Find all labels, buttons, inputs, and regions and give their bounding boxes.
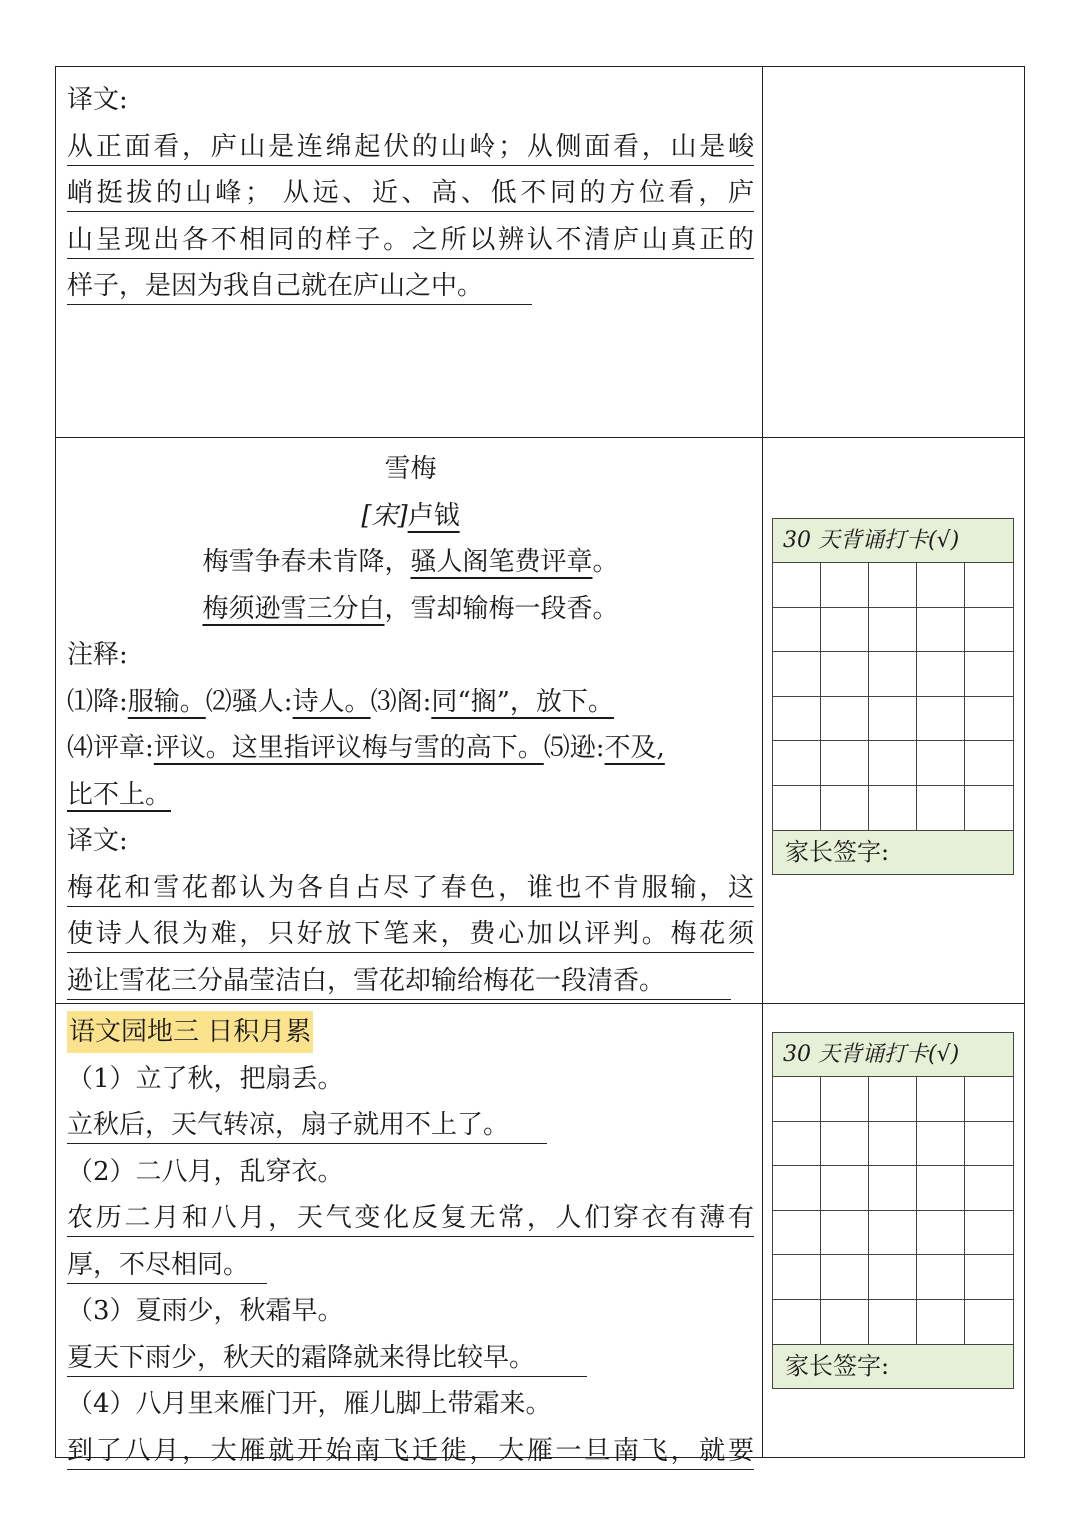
translation-line: 峭挺拔的山峰； 从远、近、高、低不同的方位看，庐 bbox=[67, 170, 754, 212]
translation-heading: 译文: bbox=[67, 826, 128, 856]
checkin-cell[interactable] bbox=[773, 1077, 821, 1122]
checkin-cell[interactable] bbox=[917, 1122, 965, 1167]
checkin-cell[interactable] bbox=[773, 1122, 821, 1167]
poem-verse-1 bbox=[67, 539, 754, 586]
checkin-cell[interactable] bbox=[917, 1211, 965, 1256]
note-term: ⑸逊: bbox=[543, 733, 605, 763]
note-def: 评议。这里指评议梅与雪的高下。 bbox=[153, 733, 544, 763]
checkin-cell[interactable] bbox=[917, 697, 965, 742]
row-lushan-translation bbox=[56, 67, 1024, 438]
checkin-cell[interactable] bbox=[821, 608, 869, 653]
note-term: ⑴降: bbox=[67, 686, 128, 717]
checkin-cell[interactable] bbox=[821, 563, 869, 608]
checkin-cell[interactable] bbox=[917, 1300, 965, 1345]
note-term: ⑵骚人: bbox=[205, 686, 293, 717]
xuemei-poem-block bbox=[67, 446, 754, 1004]
verse-text: 梅雪争春未肯降， bbox=[202, 547, 411, 577]
checkin-cell[interactable] bbox=[917, 652, 965, 697]
checkin-cell[interactable] bbox=[869, 697, 917, 742]
checkin-cell[interactable] bbox=[869, 741, 917, 786]
checkin-cell[interactable] bbox=[821, 1122, 869, 1167]
translation-line: 使诗人很为难，只好放下笔来，费心加以评判。梅花须 bbox=[67, 911, 754, 953]
checkin-cell[interactable] bbox=[773, 652, 821, 697]
checkin-cell[interactable] bbox=[869, 652, 917, 697]
checkin-cell[interactable] bbox=[773, 1300, 821, 1345]
checkin-cell[interactable] bbox=[917, 786, 965, 831]
checkin-cell[interactable] bbox=[821, 1166, 869, 1211]
checkin-cell[interactable] bbox=[965, 741, 1013, 786]
checkin-cell[interactable] bbox=[773, 563, 821, 608]
checkin-grid bbox=[773, 1077, 1013, 1345]
proverb-explanation: 到了八月，大雁就开始南飞迁徙，大雁一旦南飞，就要 bbox=[67, 1428, 754, 1470]
lushan-translation-block bbox=[67, 77, 754, 310]
checkin-cell[interactable] bbox=[965, 1166, 1013, 1211]
checkin-cell[interactable] bbox=[773, 697, 821, 742]
checkin-cell[interactable] bbox=[773, 1255, 821, 1300]
checkin-cell[interactable] bbox=[821, 1211, 869, 1256]
checkin-cell[interactable] bbox=[869, 563, 917, 608]
checkin-cell[interactable] bbox=[965, 563, 1013, 608]
checkin-cell[interactable] bbox=[965, 652, 1013, 697]
translation-heading: 译文: bbox=[67, 85, 128, 115]
verse-text-underlined: 骚人阁笔费评章 bbox=[410, 547, 593, 577]
riji-yuelei-block bbox=[67, 1009, 754, 1474]
checkin-cell[interactable] bbox=[917, 563, 965, 608]
note-term: ⑷评章: bbox=[67, 733, 154, 763]
note-term: ⑶阁: bbox=[370, 686, 432, 717]
verse-text: 。 bbox=[592, 547, 619, 577]
note-def: 不及, bbox=[604, 733, 665, 763]
checkin-cell[interactable] bbox=[869, 1300, 917, 1345]
checkin-card bbox=[772, 518, 1014, 875]
poem-verse-2 bbox=[67, 586, 754, 633]
checkin-title: 30 天背诵打卡(√) bbox=[773, 1033, 1013, 1077]
checkin-cell[interactable] bbox=[773, 741, 821, 786]
checkin-card bbox=[772, 1032, 1014, 1389]
poem-author bbox=[67, 493, 754, 540]
checkin-cell[interactable] bbox=[917, 1255, 965, 1300]
proverb: （4）八月里来雁门开，雁儿脚上带霜来。 bbox=[67, 1389, 552, 1419]
translation-line: 从正面看，庐山是连绵起伏的山岭；从侧面看，山是峻 bbox=[67, 124, 754, 166]
note-def: 诗人。 bbox=[292, 686, 371, 717]
checkin-cell[interactable] bbox=[869, 1166, 917, 1211]
checkin-cell[interactable] bbox=[965, 1300, 1013, 1345]
parent-signature-label: 家长签字: bbox=[773, 831, 1013, 874]
checkin-cell[interactable] bbox=[869, 1077, 917, 1122]
note-def: 比不上。 bbox=[67, 779, 172, 810]
checkin-cell[interactable] bbox=[773, 1166, 821, 1211]
checkin-cell[interactable] bbox=[965, 786, 1013, 831]
row-riji-yuelei bbox=[56, 1004, 1024, 1466]
checkin-cell[interactable] bbox=[773, 786, 821, 831]
proverb: （3）夏雨少，秋霜早。 bbox=[67, 1296, 344, 1326]
checkin-cell[interactable] bbox=[821, 697, 869, 742]
checkin-cell[interactable] bbox=[869, 608, 917, 653]
checkin-cell[interactable] bbox=[821, 1255, 869, 1300]
note-line bbox=[67, 679, 754, 726]
translation-line: 样子，是因为我自己就在庐山之中。 bbox=[67, 263, 532, 305]
note-line bbox=[67, 772, 754, 819]
section-heading: 语文园地三 日积月累 bbox=[67, 1011, 313, 1053]
note-def: 同“搁”，放下。 bbox=[431, 686, 614, 717]
author-name: 卢钺 bbox=[407, 500, 460, 531]
parent-signature-label: 家长签字: bbox=[773, 1345, 1013, 1388]
proverb-explanation: 立秋后，天气转凉，扇子就用不上了。 bbox=[67, 1102, 547, 1144]
translation-line: 梅花和雪花都认为各自占尽了春色，谁也不肯服输，这 bbox=[67, 865, 754, 907]
checkin-cell[interactable] bbox=[869, 1122, 917, 1167]
checkin-grid bbox=[773, 563, 1013, 831]
checkin-cell[interactable] bbox=[917, 1166, 965, 1211]
translation-line: 逊让雪花三分晶莹洁白，雪花却输给梅花一段清香。 bbox=[67, 958, 731, 1000]
author-dynasty: [宋] bbox=[361, 500, 408, 531]
checkin-cell[interactable] bbox=[965, 1255, 1013, 1300]
checkin-cell[interactable] bbox=[965, 1211, 1013, 1256]
proverb-explanation: 厚，不尽相同。 bbox=[67, 1242, 267, 1284]
proverb-explanation: 农历二月和八月，天气变化反复无常，人们穿衣有薄有 bbox=[67, 1195, 754, 1237]
checkin-cell[interactable] bbox=[965, 697, 1013, 742]
checkin-cell[interactable] bbox=[965, 608, 1013, 653]
checkin-cell[interactable] bbox=[965, 1122, 1013, 1167]
verse-text-underlined: 梅须逊雪三分白 bbox=[202, 593, 385, 624]
checkin-cell[interactable] bbox=[821, 786, 869, 831]
notes-heading: 注释: bbox=[67, 640, 128, 670]
checkin-cell[interactable] bbox=[869, 1255, 917, 1300]
checkin-cell[interactable] bbox=[917, 608, 965, 653]
worksheet-table bbox=[55, 66, 1025, 1466]
proverb: （1）立了秋，把扇丢。 bbox=[67, 1063, 344, 1094]
translation-line: 山呈现出各不相同的样子。之所以辨认不清庐山真正的 bbox=[67, 217, 754, 259]
checkin-cell[interactable] bbox=[773, 608, 821, 653]
checkin-cell[interactable] bbox=[821, 1300, 869, 1345]
checkin-cell[interactable] bbox=[821, 741, 869, 786]
note-def: 服输。 bbox=[127, 686, 206, 717]
checkin-cell[interactable] bbox=[869, 786, 917, 831]
checkin-cell[interactable] bbox=[869, 1211, 917, 1256]
note-line bbox=[67, 725, 754, 772]
checkin-cell[interactable] bbox=[917, 1077, 965, 1122]
checkin-cell[interactable] bbox=[821, 1077, 869, 1122]
column-divider bbox=[762, 67, 763, 1457]
checkin-cell[interactable] bbox=[965, 1077, 1013, 1122]
checkin-title: 30 天背诵打卡(√) bbox=[773, 519, 1013, 563]
proverb-explanation: 夏天下雨少，秋天的霜降就来得比较早。 bbox=[67, 1335, 587, 1377]
proverb: （2）二八月，乱穿衣。 bbox=[67, 1156, 344, 1187]
row-xuemei-poem bbox=[56, 438, 1024, 1004]
checkin-cell[interactable] bbox=[917, 741, 965, 786]
checkin-cell[interactable] bbox=[773, 1211, 821, 1256]
verse-text: ，雪却输梅一段香。 bbox=[384, 593, 619, 624]
checkin-cell[interactable] bbox=[821, 652, 869, 697]
poem-title: 雪梅 bbox=[384, 454, 437, 484]
